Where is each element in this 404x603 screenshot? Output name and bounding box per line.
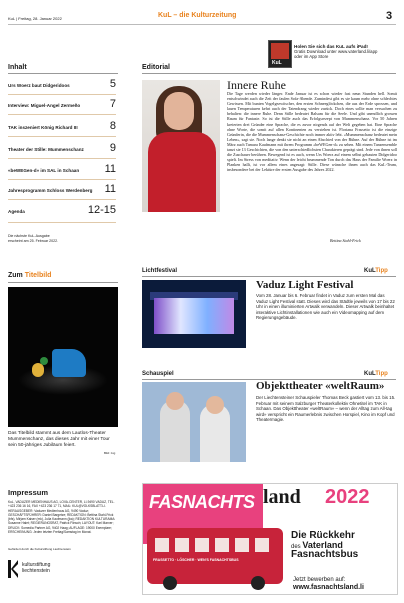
schauspiel-body: Der Liechtensteiner Schauspieler Thomas Beck gastiert vom 13. bis 15. Februar mit seinem Salzburger Theaterkollektiv Ohnetitel im TAK in Schaan. Das Objekttheater «weltRaum» – wenn der Alltag zum All-tag wird» verspricht ein Raumerlebnis zwischen Horspiel, Kino im Kopf und Theatermagie. xyxy=(256,395,396,422)
editorial-signature: Bettina Stahl-Frick xyxy=(330,238,361,243)
cover-section-header xyxy=(8,272,51,279)
toc-item-page: 5 xyxy=(109,78,116,90)
cover-credit: Bild: zvg xyxy=(104,451,116,455)
editorial-author-photo xyxy=(142,80,220,212)
kulturstiftung-logo-icon xyxy=(8,560,18,578)
ad-bus-image xyxy=(147,528,283,584)
toc-item-page: 11 xyxy=(104,183,116,195)
toc-item-label: «beWEGen-d» im SAL in Schaan xyxy=(8,168,80,173)
ad-vaterland: Vaterland xyxy=(302,540,343,550)
toc-item-label: Urs Woerz baut Didgeridoos xyxy=(8,83,70,88)
schauspiel-section: Schauspiel xyxy=(142,371,174,377)
toc-item-label: Jahresprogramm Schloss Werdenberg xyxy=(8,188,93,193)
toc-item-page: 7 xyxy=(109,98,116,110)
header-divider xyxy=(8,24,396,25)
ad-bus-sign: FRASSETTO · LÖSCHER · WEN'S FASNACHTSBUS xyxy=(153,558,239,562)
toc-divider xyxy=(8,179,116,180)
lichtfestival-divider xyxy=(142,276,396,277)
ad-headline-3: Fasnachtsbus xyxy=(291,549,359,560)
toc-item-label: Interview: Miguel-Angel Zermeño xyxy=(8,103,81,108)
inhalt-header xyxy=(8,64,27,71)
next-issue-line2: erscheint am 25. Februar 2022. xyxy=(8,238,59,243)
tip-tag-a: KuL xyxy=(364,371,376,377)
ad-cta-text: Jetzt bewerben auf: xyxy=(293,577,346,583)
cover-header-b: Titelbild xyxy=(24,272,52,279)
ad-fasnachts: FASNACHTS xyxy=(149,492,255,512)
toc-item[interactable] xyxy=(8,183,116,195)
toc-divider xyxy=(8,158,116,159)
toc-item[interactable] xyxy=(8,98,116,110)
ad-cta-link[interactable]: www.fasnachtsland.li xyxy=(293,584,364,591)
ad-year: 2022 xyxy=(325,486,370,508)
schauspiel-image xyxy=(142,382,246,462)
schauspiel-title: Objekttheater «weltRaum» xyxy=(256,380,385,392)
impressum-note: Gefördert durch die Kulturstiftung Liechtenstein xyxy=(8,547,71,551)
tip-tag-b: Tipp xyxy=(375,268,388,274)
schauspiel-tip-tag xyxy=(364,371,388,377)
editorial-title: Innere Ruhe xyxy=(227,78,286,92)
editorial-header xyxy=(142,64,170,71)
foundation-line1: kulturstiftung xyxy=(22,562,51,568)
toc-item-page: 8 xyxy=(109,120,116,132)
cover-divider xyxy=(8,282,118,283)
inhalt-divider xyxy=(8,73,118,74)
ad-des: des xyxy=(291,544,301,550)
toc-item-page: 9 xyxy=(109,142,116,154)
lichtfestival-section: Lichtfestival xyxy=(142,268,178,274)
editorial-divider xyxy=(142,73,396,74)
ipad-promo xyxy=(294,44,398,60)
toc-item-page: 11 xyxy=(104,163,116,175)
toc-item-label: Theater der Stille: Mummenschanz xyxy=(8,147,84,152)
ipad-promo-url[interactable]: Gratis Download unter www.vaterland.li/app xyxy=(294,49,378,55)
tip-tag-b: Tipp xyxy=(375,371,388,377)
ipad-icon[interactable] xyxy=(268,40,292,68)
fasnachtsland-ad[interactable] xyxy=(142,483,398,595)
ipad-promo-headline: Holen Sie sich das KuL aufs iPad! xyxy=(294,44,368,49)
cover-caption: Das Titelbild stammt aus dem Lautlos-Theater Mummenschanz, das dieses Jahr mit einer Tour sein 50-jähriges Jubiläum feiert. xyxy=(8,431,110,448)
toc-item[interactable] xyxy=(8,204,116,216)
header-title: KuL – die Kulturzeitung xyxy=(158,12,237,19)
impressum-header: Impressum xyxy=(8,488,49,497)
toc-item[interactable] xyxy=(8,163,116,175)
editorial-body: Die Tage werden wieder länger. Ende Januar ist es schon wieder fast neun Stunden hell. Somit entschwindet auch die Zeit der faulen Sofa-Abende. Zumindest gibt es sie kaum mehr ohne schlechtes Gewissen. Mit bunten Vogelgezwitscher, den ersten Schneeglöckchen, die aus der Erde sprossen, und lauen Temperaturen kehrt auch der Tatendrang wieder zurück. Doch eines sollte man versuchen zu behalten: die innere Ruhe. Denn Stille bedeutet Balsam für die Seele. Und gibt unendlich grossen Raum für Fantasie. So ist die Stille auch das Erfolgsrezept von Mummenschanz. Vor 50 Jahren kreierten drei Gründer eine Sprache, die es zuvor nirgends auf der Welt gegeben hat. Eine Sprache ohne Worte, die somit auf allen Kontinenten zu verstehen ist. Floriana Frassetto ist die einzige Gründerin, die die Mummenschanz-Geschichte noch immer aktiv lebt. «Mummenschanz bedeutet mein Leben», sagt sie. Noch lange denkt sie nicht an einen Abschied von der Bühne. Auf der Bühne ist im März auch Tamara Kaufmann mit ihrem Programm «beWEGen-d» zu sehen. Mit einem Tanzensemble tanzt sie 13 Geschichten, die von den unterschiedlichsten Charakteren geprägt sind. Jede von ihnen soll die Zuschauer berühren. Bewegend ist es auch, wenn Urs Woerz auf einem selbst gebauten Didgeridoo spielt. Im Stress von meditativ. Wenn der leicht brummende Ton durch das Haus der Familie Woerz in Planken hallt, ist vor allem eines angesagt: Stille. Diese wünsche ihnen auch das KuL-Team, insbesondere bei der Lektüre der ersten Ausgabe des Jahres 2022. xyxy=(227,91,397,173)
lichtfestival-tip-tag xyxy=(364,268,388,274)
toc-divider xyxy=(8,199,116,200)
ad-land: land xyxy=(263,486,301,508)
ipad-icon-label: KuL xyxy=(272,60,282,66)
toc-item[interactable] xyxy=(8,78,116,90)
toc-divider xyxy=(8,114,116,115)
toc-item-label: Agenda xyxy=(8,209,25,214)
impressum-body: KuL, VADUZER MEDIENHAUS AG, LOVA-CENTER, LI-9490 VADUZ, TEL. +423 236 16 16, FAX +423 236 17 71, MAIL: KUL@VOLKSBLATT.LI. HERAUSGEBER: Vaduzer Medienhaus AG, 9490 Vaduz; GESCHÄFTSFÜHRER: Daniel Bargetze; REDAKTION: Bettina Stahl-Frick (bfs), Mirjam Kaiser (mk), Julia Kaufmann (jka); REDAKTION KULTURAMA: Susanne Halet; REGIERUNGSRAT, Patrick Flinsch; LAYOUT: Karl Marxer; DRUCK: Somedia Partner AG, 9402 Haag; AUFLAGE: 19000 Exemplare; ERSCHEINUNG: Jeden letzten Freitag/Samstag im Monat. xyxy=(8,500,116,535)
toc-divider xyxy=(8,222,116,223)
toc-divider xyxy=(8,136,116,137)
lichtfestival-title: Vaduz Light Festival xyxy=(256,279,354,291)
lichtfestival-body: Vom 28. Januar bis 6. Februar findet in Vaduz zum ersten Mal das Vaduz Light Festival statt. Dieses wird das Städtle jeweils von 17 bis 22 Uhr in einen illuminierten Artwalk verwandeln. Dieser Artwalk beinhaltet interaktive Lichtinstallationen wie auch ein Videomapping auf dem Regierungsgebäude. xyxy=(256,293,395,320)
toc-item[interactable] xyxy=(8,120,116,132)
kulturstiftung-name xyxy=(22,562,50,574)
lichtfestival-image xyxy=(142,280,246,348)
toc-item[interactable] xyxy=(8,142,116,154)
page-number: 3 xyxy=(386,10,393,22)
next-issue-note xyxy=(8,234,108,243)
ad-headline-1: Die Rückkehr xyxy=(291,530,355,541)
cover-image xyxy=(8,287,118,427)
tip-tag-a: KuL xyxy=(364,268,376,274)
ipad-promo-store: oder im App Store xyxy=(294,54,329,60)
header-date: KuL | Freitag, 28. Januar 2022 xyxy=(8,16,62,21)
inhalt-header-text: Inhalt xyxy=(8,64,27,71)
toc-item-label: TAK inszeniert König Richard III xyxy=(8,125,78,130)
toc-divider xyxy=(8,94,116,95)
foundation-line2: liechtenstein xyxy=(22,568,50,575)
toc-item-page: 12-15 xyxy=(87,204,116,216)
cover-header-a: Zum xyxy=(8,272,23,279)
editorial-header-text: Editorial xyxy=(142,64,171,71)
next-issue-line1: Die nächste KuL-Ausgabe xyxy=(8,234,50,238)
